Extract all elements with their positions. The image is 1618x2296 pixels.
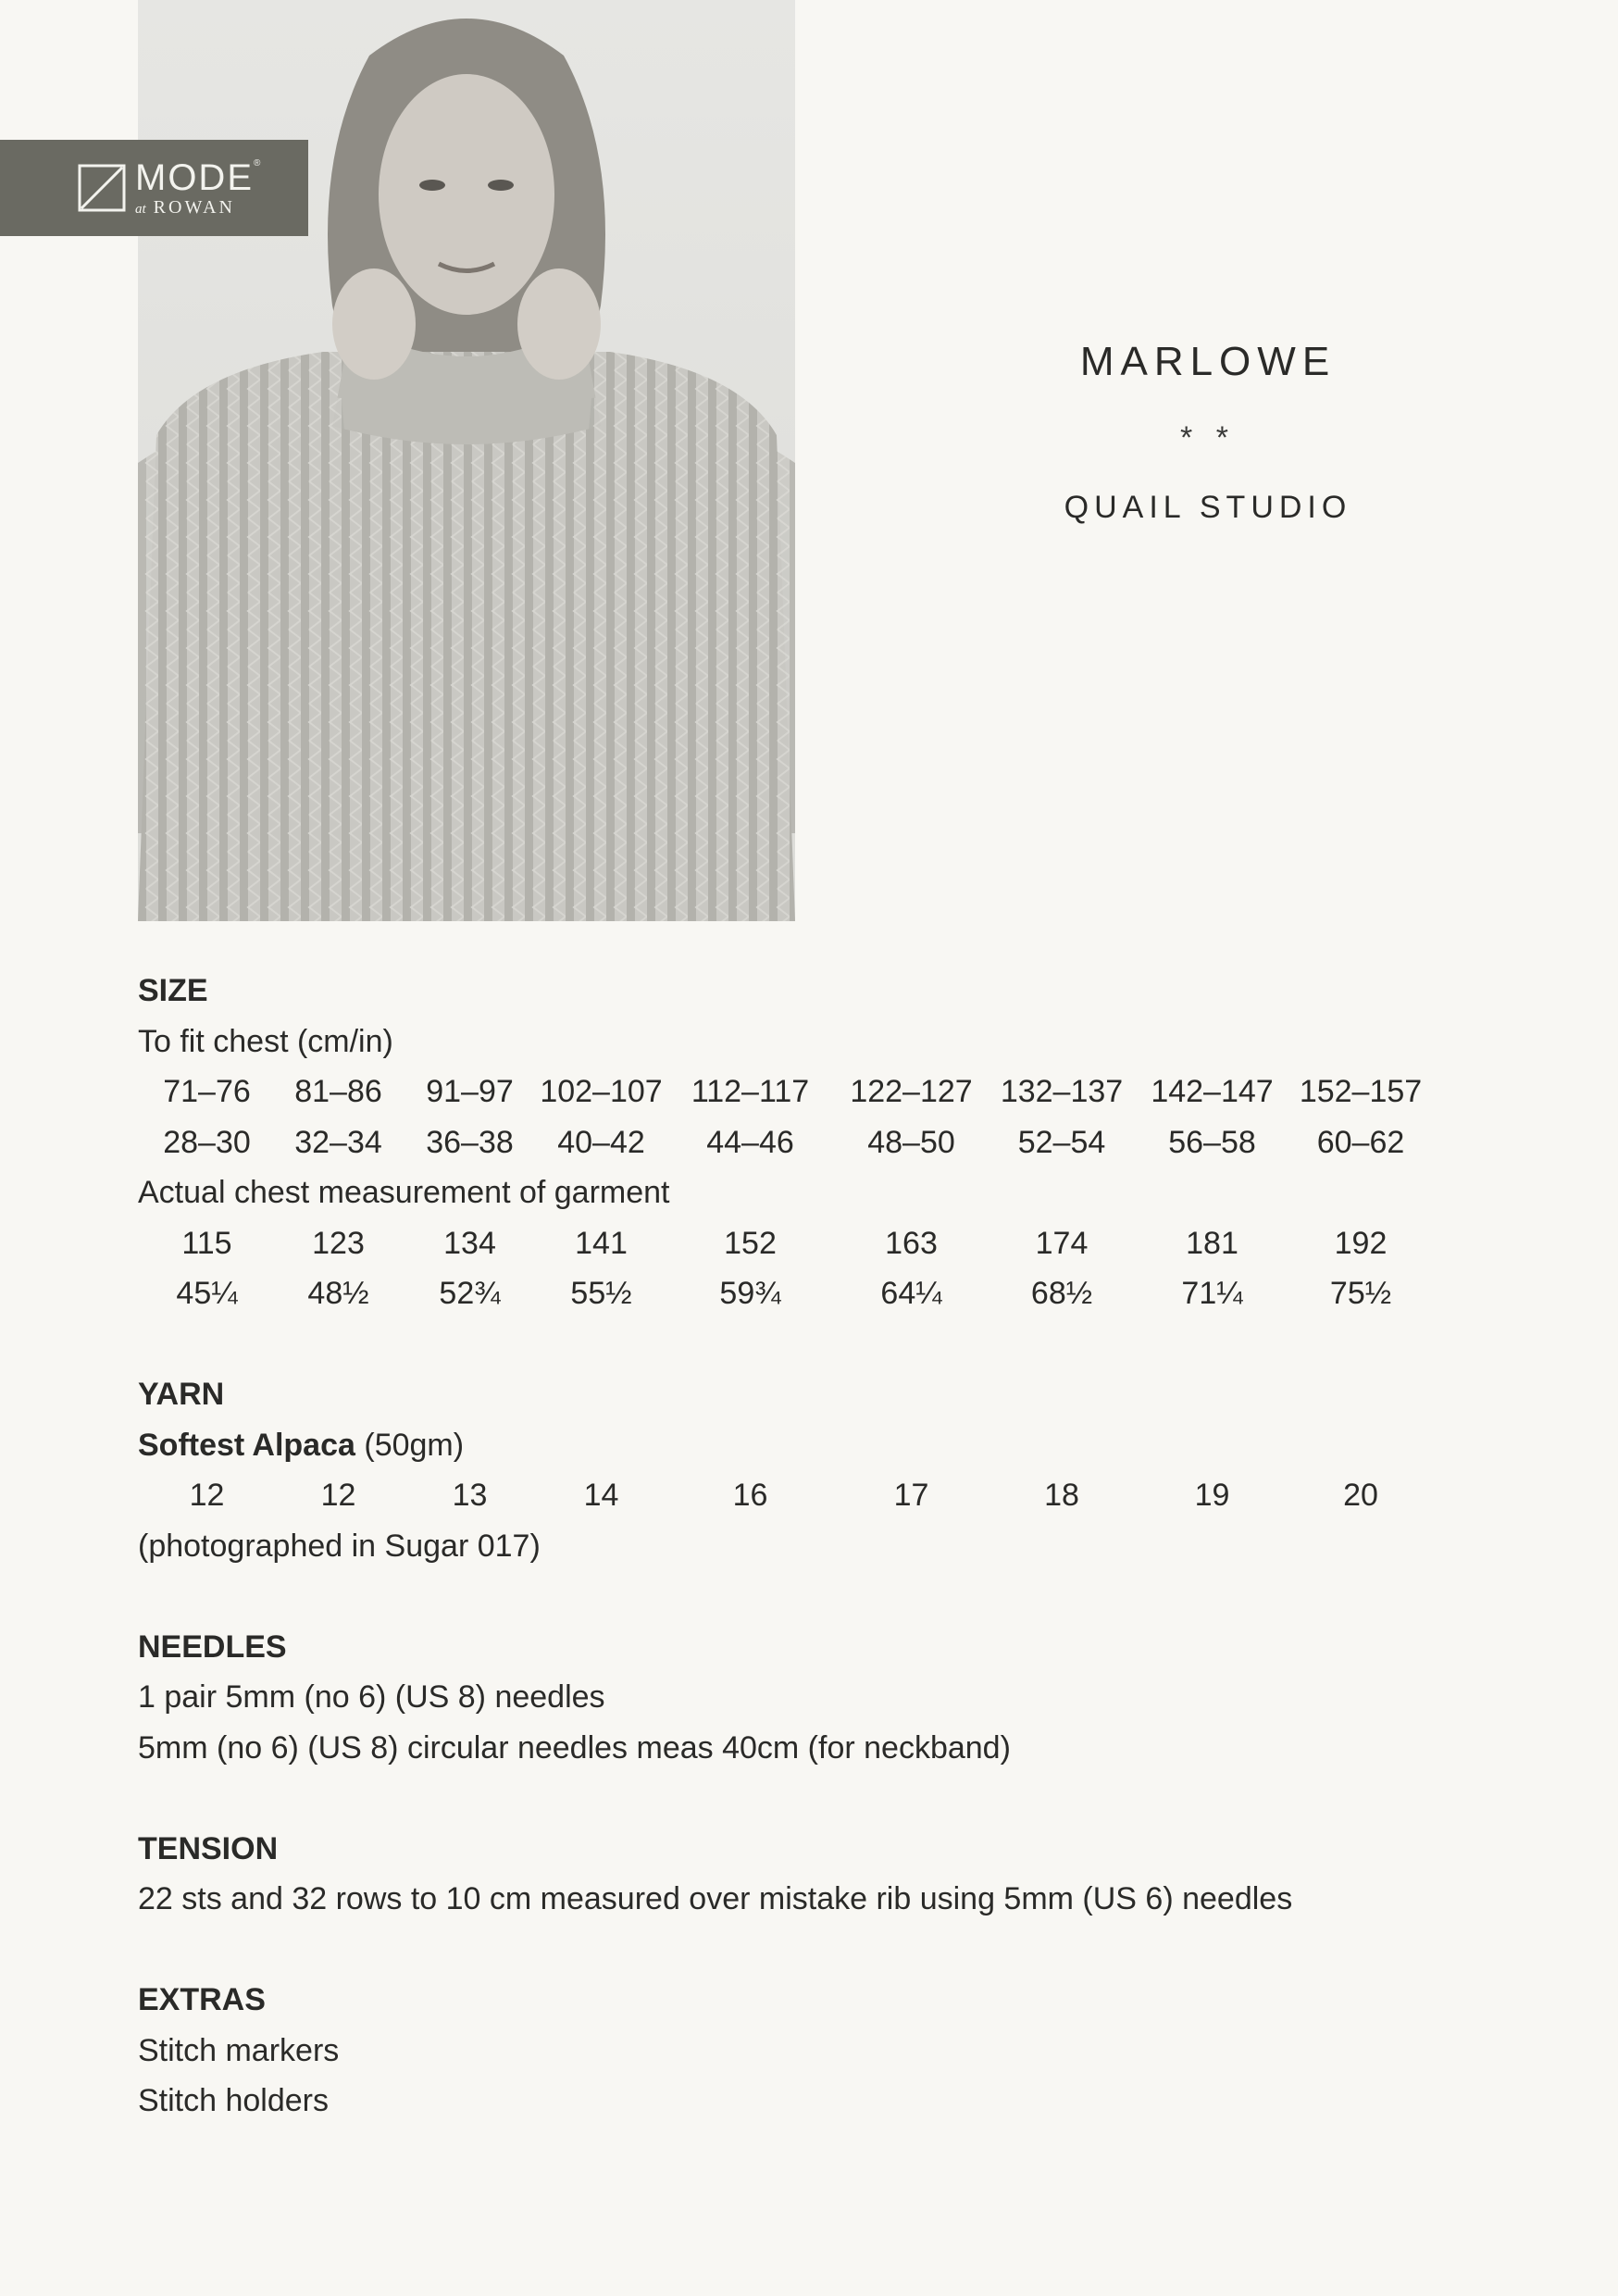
size-value-cell: 71–76 (163, 1074, 251, 1109)
yarn-colour-note: (photographed in Sugar 017) (138, 1528, 541, 1564)
actual-chest-cm-row (138, 1218, 1471, 1269)
difficulty-rating: * * (1180, 420, 1236, 455)
needles-heading: NEEDLES (138, 1628, 287, 1665)
size-value-cell: 16 (732, 1478, 768, 1513)
size-value-cell: 142–147 (1151, 1074, 1274, 1109)
size-value-cell: 81–86 (294, 1074, 382, 1109)
size-value-cell: 192 (1334, 1225, 1388, 1261)
pattern-details (138, 966, 1471, 2127)
needles-line: 1 pair 5mm (no 6) (US 8) needles (138, 1679, 605, 1715)
size-value-cell: 13 (452, 1478, 488, 1513)
fit-chest-cm-row (138, 1067, 1471, 1117)
size-value-cell: 174 (1035, 1225, 1089, 1261)
logo-name: MODE® (135, 157, 263, 198)
size-value-cell: 48½ (307, 1276, 369, 1311)
needles-line: 5mm (no 6) (US 8) circular needles meas 40cm (for neckband) (138, 1729, 1011, 1766)
size-value-cell: 55½ (570, 1276, 632, 1311)
yarn-weight: (50gm) (364, 1427, 465, 1463)
size-value-cell: 36–38 (426, 1124, 514, 1160)
size-value-cell: 18 (1044, 1478, 1079, 1513)
size-value-cell: 64¼ (880, 1276, 942, 1311)
size-value-cell: 152 (724, 1225, 777, 1261)
size-value-cell: 102–107 (540, 1074, 663, 1109)
model-photo-illustration (138, 0, 795, 921)
size-value-cell: 112–117 (691, 1074, 810, 1109)
size-value-cell: 134 (443, 1225, 496, 1261)
size-value-cell: 115 (181, 1225, 232, 1261)
extras-item: Stitch holders (138, 2083, 329, 2118)
size-value-cell: 132–137 (1000, 1074, 1124, 1109)
size-value-cell: 163 (885, 1225, 938, 1261)
designer-name: QUAIL STUDIO (1064, 490, 1352, 525)
size-value-cell: 56–58 (1168, 1124, 1256, 1160)
size-value-cell: 52–54 (1017, 1124, 1106, 1160)
tension-text: 22 sts and 32 rows to 10 cm measured over mistake rib using 5mm (US 6) needles (138, 1881, 1293, 1916)
size-value-cell: 141 (575, 1225, 628, 1261)
size-value-cell: 91–97 (426, 1074, 514, 1109)
size-value-cell: 20 (1343, 1478, 1378, 1513)
size-value-cell: 45¼ (176, 1276, 238, 1311)
yarn-heading: YARN (138, 1377, 225, 1412)
fit-chest-in-row (138, 1117, 1471, 1168)
size-value-cell: 122–127 (850, 1074, 973, 1109)
logo-mark-icon (78, 164, 126, 212)
size-value-cell: 52¾ (439, 1276, 501, 1311)
actual-chest-in-row (138, 1268, 1471, 1319)
size-value-cell: 152–157 (1299, 1074, 1423, 1109)
size-value-cell: 19 (1194, 1478, 1230, 1513)
size-value-cell: 12 (189, 1478, 225, 1513)
size-value-cell: 60–62 (1316, 1124, 1405, 1160)
size-value-cell: 75½ (1329, 1276, 1392, 1311)
title-block (1018, 339, 1398, 526)
tension-heading: TENSION (138, 1830, 279, 1866)
model-photo (138, 0, 795, 921)
size-value-cell: 123 (312, 1225, 365, 1261)
size-value-cell: 28–30 (163, 1124, 251, 1160)
size-value-cell: 44–46 (706, 1124, 794, 1160)
mode-at-rowan-logo (0, 140, 308, 236)
size-heading: SIZE (138, 973, 208, 1008)
size-value-cell: 32–34 (294, 1124, 382, 1160)
size-value-cell: 17 (893, 1478, 929, 1513)
size-value-cell: 40–42 (557, 1124, 645, 1160)
size-value-cell: 181 (1186, 1225, 1238, 1261)
logo-text (135, 159, 262, 217)
yarn-name-line (138, 1420, 1471, 1471)
size-value-cell: 48–50 (867, 1124, 955, 1160)
yarn-name: Softest Alpaca (138, 1427, 355, 1463)
size-value-cell: 12 (320, 1478, 356, 1513)
actual-chest-label: Actual chest measurement of garment (138, 1175, 670, 1210)
size-value-cell: 14 (583, 1478, 619, 1513)
extras-item: Stitch markers (138, 2032, 340, 2068)
size-value-cell: 59¾ (719, 1276, 781, 1311)
pattern-title: MARLOWE (1079, 339, 1337, 384)
size-value-cell: 68½ (1030, 1276, 1093, 1311)
size-value-cell: 71¼ (1181, 1276, 1243, 1311)
logo-sub: at ROWAN (135, 197, 236, 218)
yarn-balls-row (138, 1470, 1471, 1521)
fit-chest-label: To fit chest (cm/in) (138, 1023, 393, 1059)
extras-heading: EXTRAS (138, 1982, 266, 2017)
